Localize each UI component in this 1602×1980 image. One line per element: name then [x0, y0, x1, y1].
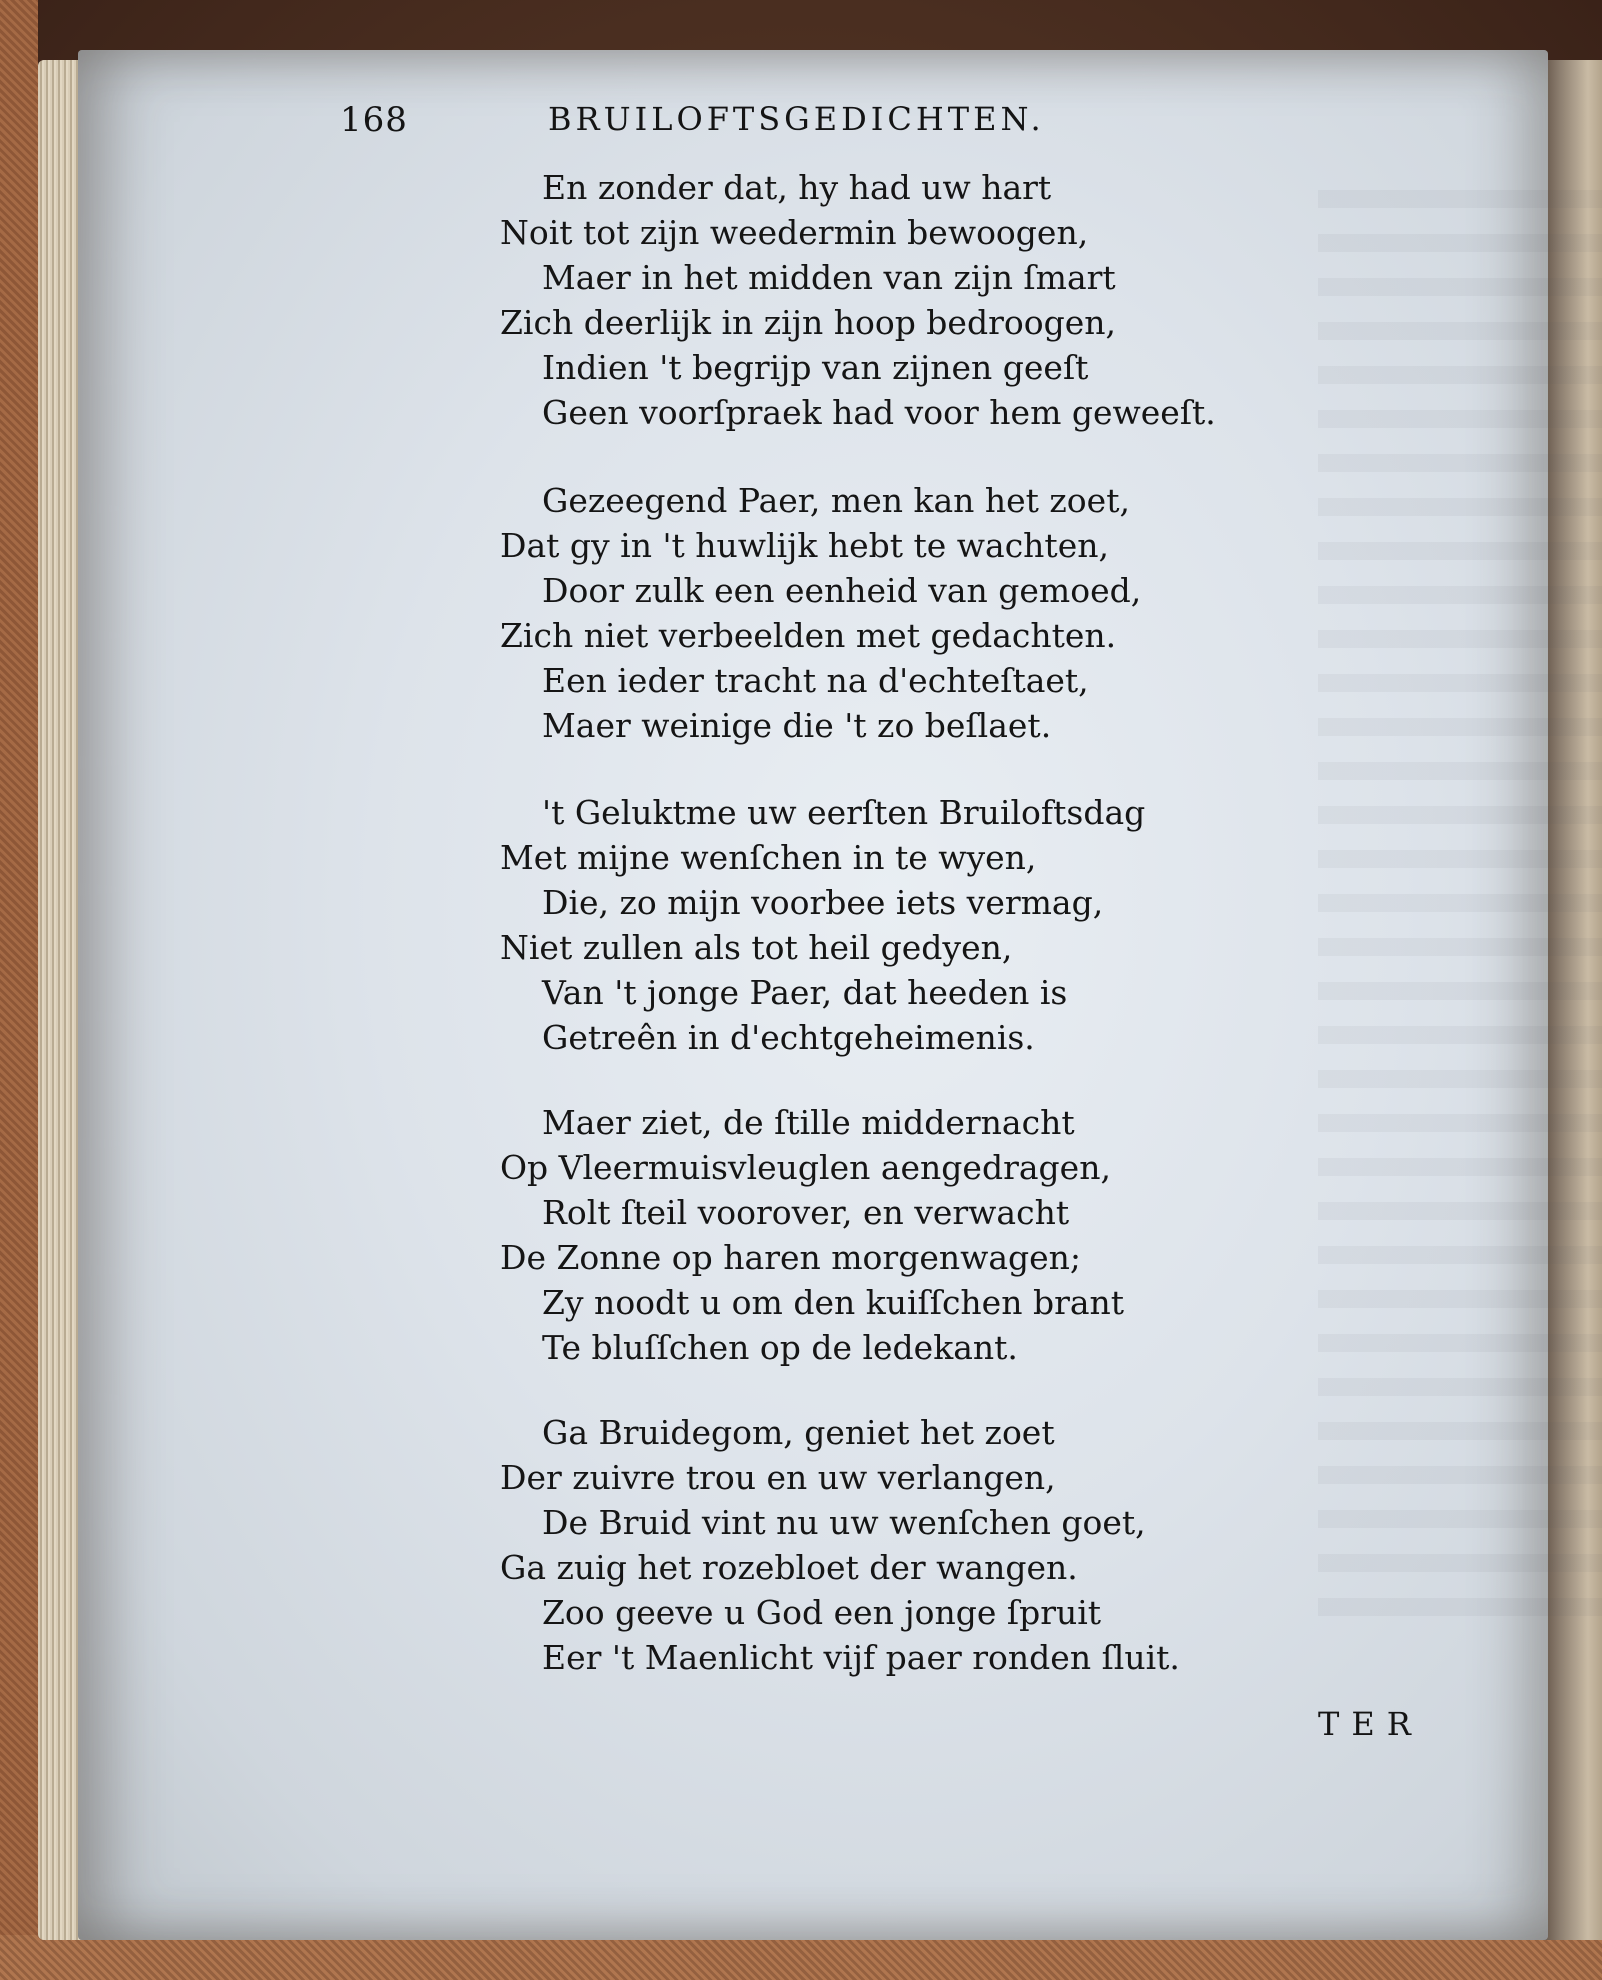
poem-line: Maer in het midden van zijn ſmart — [542, 258, 1116, 297]
poem-line: Maer weinige die 't zo beſlaet. — [542, 706, 1052, 745]
poem-line: Maer ziet, de ſtille middernacht — [542, 1103, 1075, 1142]
poem-line: Gezeegend Paer, men kan het zoet, — [542, 481, 1130, 520]
poem-line: Zy noodt u om den kuiſſchen brant — [542, 1283, 1125, 1322]
poem-line: Te bluſſchen op de ledekant. — [542, 1328, 1018, 1367]
poem-line: Zich deerlijk in zijn hoop bedroogen, — [500, 303, 1116, 342]
stanza — [500, 1100, 1124, 1370]
poem-line: 't Geluktme uw eerſten Bruiloftsdag — [542, 793, 1146, 832]
poem-line: En zonder dat, hy had uw hart — [542, 168, 1052, 207]
poem-line: Rolt ſteil voorover, en verwacht — [542, 1193, 1070, 1232]
stanza — [500, 790, 1145, 1060]
poem-line: Indien 't begrijp van zijnen geeſt — [542, 348, 1089, 387]
stanza — [500, 1410, 1180, 1680]
poem-line: Noit tot zijn weedermin bewoogen, — [500, 213, 1089, 252]
stanza — [500, 478, 1141, 748]
cloth-background-left — [0, 0, 38, 1980]
stanza — [500, 165, 1216, 435]
poem-line: Geen voorſpraek had voor hem geweeſt. — [542, 393, 1216, 432]
poem-line: Van 't jonge Paer, dat heeden is — [542, 973, 1068, 1012]
poem-line: Ga zuig het rozebloet der wangen. — [500, 1548, 1078, 1587]
poem-line: Niet zullen als tot heil gedyen, — [500, 928, 1013, 967]
poem-line: Zoo geeve u God een jonge ſpruit — [542, 1593, 1102, 1632]
poem-line: Met mijne wenſchen in te wyen, — [500, 838, 1037, 877]
poem-line: De Zonne op haren morgenwagen; — [500, 1238, 1082, 1277]
poem-line: De Bruid vint nu uw wenſchen goet, — [542, 1503, 1146, 1542]
catchword: TER — [1318, 1705, 1423, 1743]
poem-line: Die, zo mijn voorbee iets vermag, — [542, 883, 1104, 922]
cloth-background-bottom — [0, 1935, 1602, 1980]
poem-line: Getreên in d'echtgeheimenis. — [542, 1018, 1035, 1057]
poem-line: Ga Bruidegom, geniet het zoet — [542, 1413, 1055, 1452]
poem-line: Op Vleermuisvleuglen aengedragen, — [500, 1148, 1111, 1187]
poem-line: Dat gy in 't huwlijk hebt te wachten, — [500, 526, 1109, 565]
poem-line: Der zuivre trou en uw verlangen, — [500, 1458, 1056, 1497]
show-through-text — [1318, 190, 1602, 1640]
page-number: 168 — [340, 100, 408, 140]
poem-line: Zich niet verbeelden met gedachten. — [500, 616, 1117, 655]
poem-line: Een ieder tracht na d'echteſtaet, — [542, 661, 1089, 700]
poem-line: Door zulk een eenheid van gemoed, — [542, 571, 1142, 610]
running-title: BRUILOFTSGEDICHTEN. — [548, 100, 1045, 138]
poem-line: Eer 't Maenlicht vijf paer ronden ſluit. — [542, 1638, 1180, 1677]
